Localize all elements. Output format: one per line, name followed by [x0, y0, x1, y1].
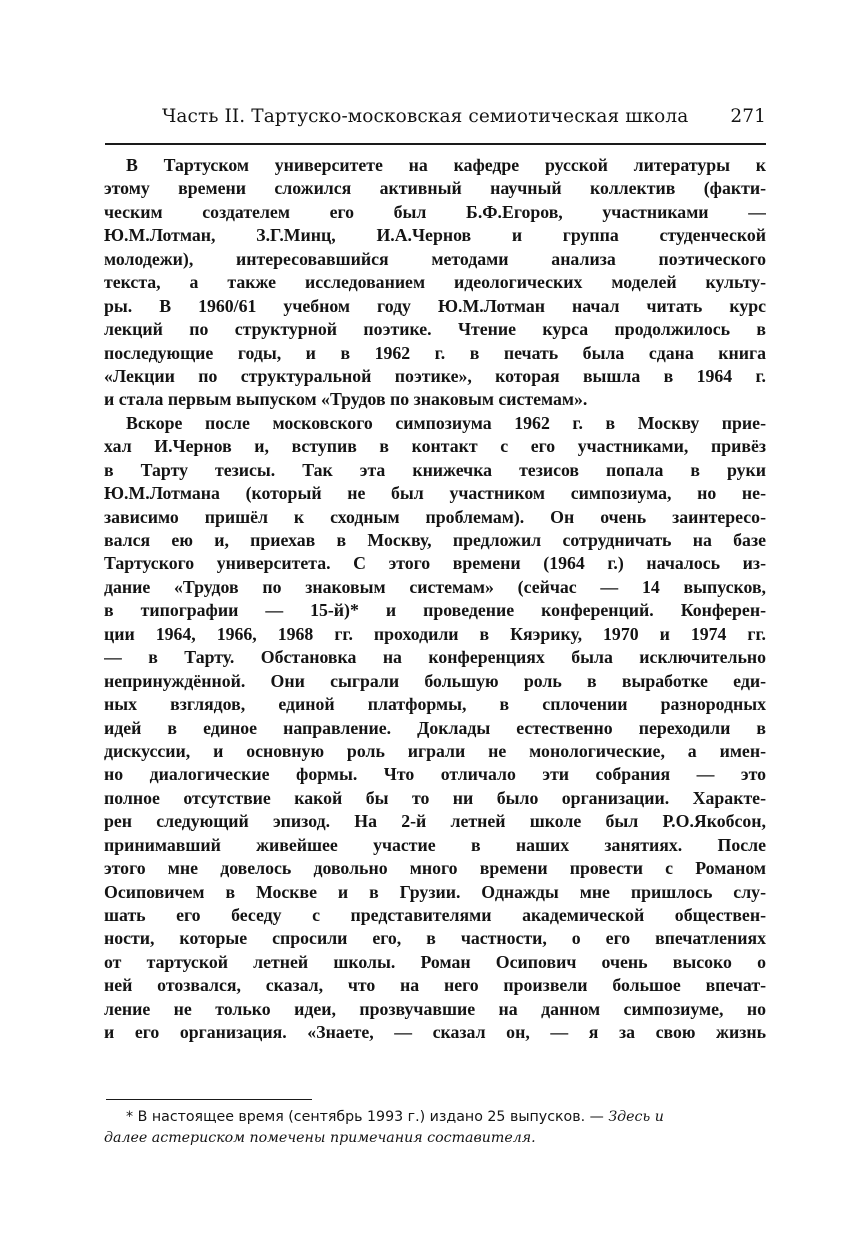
- text-line: последующие годы, и в 1962 г. в печать была сдана книга: [104, 342, 766, 363]
- footnote: [104, 1107, 766, 1149]
- text-line: текста, а также исследованием идеологических моделей культу-: [104, 272, 766, 293]
- body-text: [104, 154, 766, 1045]
- header-rule: [105, 143, 766, 145]
- paragraph-2: [104, 412, 766, 1045]
- text-line: ности, которые спросили его, в частности, о его впечатлениях: [104, 928, 766, 949]
- text-line: дискуссии, и основную роль играли не монологические, а имен-: [104, 740, 766, 761]
- text-line: Вскоре после московского симпозиума 1962 г. в Москву прие-: [126, 412, 766, 433]
- text-line: этому времени сложился активный научный коллектив (факти-: [104, 178, 766, 199]
- text-line: ры. В 1960/61 учебном году Ю.М.Лотман начал читать курс: [104, 295, 766, 316]
- text-line: от тартуской летней школы. Роман Осипович очень высоко о: [104, 951, 766, 972]
- text-line: полное отсутствие какой бы то ни было организации. Характе-: [104, 787, 766, 808]
- text-line: ческим создателем его был Б.Ф.Егоров, участниками —: [104, 201, 766, 222]
- text-line: — в Тарту. Обстановка на конференциях была исключительно: [104, 647, 766, 668]
- footnote-rule: [106, 1099, 312, 1100]
- text-line: ции 1964, 1966, 1968 гг. проходили в Кяэрику, 1970 и 1974 гг.: [104, 623, 766, 644]
- text-line: ление не только идеи, прозвучавшие на данном симпозиуме, но: [104, 998, 766, 1019]
- text-line: шать его беседу с представителями академической обществен-: [104, 905, 766, 925]
- text-line: и стала первым выпуском «Трудов по знаковым системам».: [104, 389, 588, 410]
- text-line: ней отозвался, сказал, что на него произвели большое впечат-: [104, 975, 766, 996]
- text-line: хал И.Чернов и, вступив в контакт с его участниками, привёз: [104, 436, 766, 457]
- text-line: принимавший живейшее участие в наших занятиях. После: [104, 834, 766, 855]
- footnote-line-2: [104, 1128, 766, 1149]
- text-line: дание «Трудов по знаковым системам» (сейчас — 14 выпусков,: [104, 576, 766, 597]
- footnote-italic-end: далее астериском помечены примечания составителя.: [104, 1130, 536, 1146]
- running-head: [162, 106, 766, 127]
- text-line: этого мне довелось довольно много времени провести с Романом: [104, 858, 766, 879]
- text-line: Тартуского университета. С этого времени (1964 г.) началось из-: [104, 553, 766, 574]
- text-line: рен следующий эпизод. На 2-й летней школе был Р.О.Якобсон,: [104, 811, 766, 832]
- paragraph-1: [104, 154, 766, 412]
- text-line: и его организация. «Знаете, — сказал он, — я за свою жизнь: [104, 1022, 766, 1043]
- text-line: В Тартуском университете на кафедре русской литературы к: [126, 155, 766, 175]
- text-line: но диалогические формы. Что отличало эти собрания — это: [104, 764, 766, 785]
- text-line: лекций по структурной поэтике. Чтение курса продолжилось в: [104, 319, 766, 340]
- footnote-italic-start: Здесь и: [608, 1109, 664, 1125]
- text-line: непринуждённой. Они сыграли большую роль в выработке еди-: [104, 670, 766, 691]
- text-line: в типографии — 15-й)* и проведение конференций. Конферен-: [104, 600, 766, 621]
- text-line: Ю.М.Лотман, З.Г.Минц, И.А.Чернов и группа студенческой: [104, 225, 766, 246]
- footnote-line-1: [104, 1107, 766, 1128]
- page-number: 271: [730, 106, 766, 127]
- text-line: идей в единое направление. Доклады естественно переходили в: [104, 717, 766, 738]
- text-line: вался ею и, приехав в Москву, предложил сотрудничать на базе: [104, 530, 766, 550]
- text-line: в Тарту тезисы. Так эта книжечка тезисов попала в руки: [104, 459, 766, 480]
- text-line: молодежи), интересовавшийся методами анализа поэтического: [104, 248, 766, 269]
- text-line: «Лекции по структуральной поэтике», которая вышла в 1964 г.: [104, 365, 766, 386]
- text-line: зависимо пришёл к сходным проблемам). Он очень заинтересо-: [104, 506, 766, 527]
- text-line: ных взглядов, единой платформы, в сплочении разнородных: [104, 694, 766, 715]
- text-line: Ю.М.Лотмана (который не был участником симпозиума, но не-: [104, 483, 766, 504]
- text-line: Осиповичем в Москве и в Грузии. Однажды мне пришлось слу-: [104, 881, 766, 902]
- running-head-title: Часть II. Тартуско-московская семиотическая школа: [162, 106, 689, 127]
- footnote-text: * В настоящее время (сентябрь 1993 г.) издано 25 выпусков. —: [126, 1109, 609, 1125]
